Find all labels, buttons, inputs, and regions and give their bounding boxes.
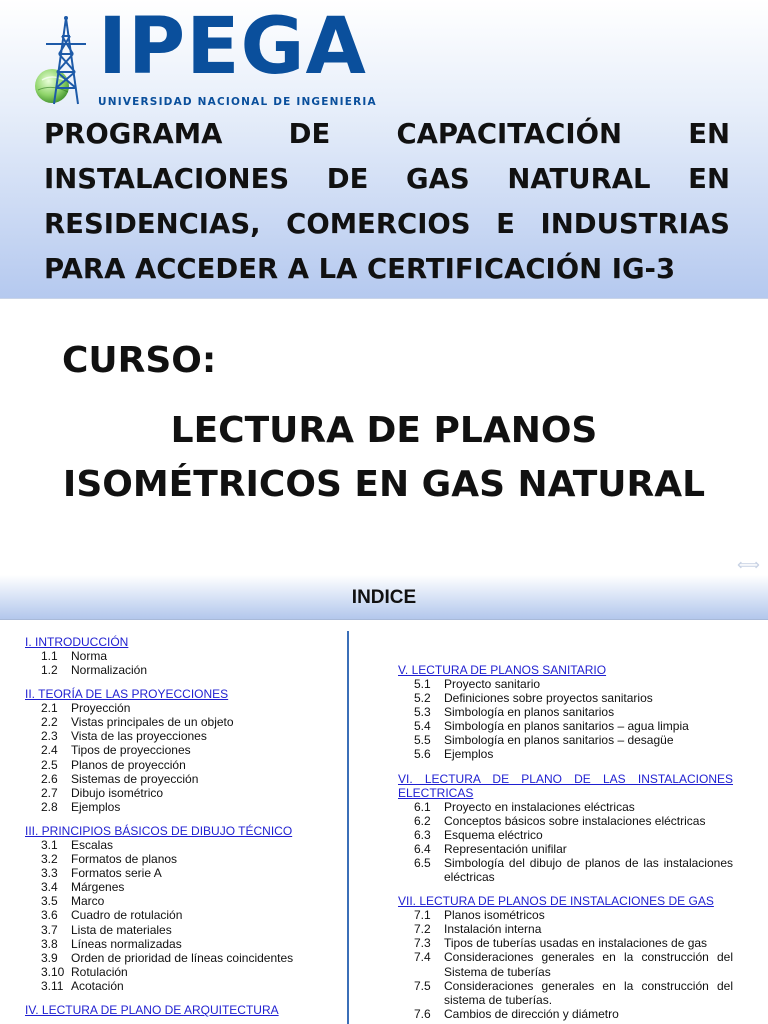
index-item-number: 2.2 <box>41 715 58 730</box>
index-item <box>25 937 335 951</box>
index-item-number: 5.6 <box>414 747 431 762</box>
index-right-column <box>398 663 733 1024</box>
index-item <box>398 677 733 691</box>
index-item-text: Instalación interna <box>444 922 542 937</box>
index-item-number: 6.1 <box>414 799 431 814</box>
index-item-number: 5.2 <box>414 691 431 706</box>
index-item-text: Rotulación <box>71 964 128 979</box>
index-item-text: Consideraciones generales en la construcción del Sistema de tuberías <box>444 950 733 979</box>
index-item <box>25 800 335 814</box>
logo-subtitle: UNIVERSIDAD NACIONAL DE INGENIERIA <box>98 96 377 108</box>
index-item-number: 3.9 <box>41 950 58 965</box>
index-item-number: 3.3 <box>41 866 58 881</box>
index-item-text: Norma <box>71 649 108 663</box>
index-left-column <box>25 635 335 1024</box>
index-item <box>25 866 335 880</box>
index-section-link[interactable]: IV. LECTURA DE PLANO DE ARQUITECTURA <box>25 1002 279 1017</box>
index-item-number: 3.4 <box>41 880 58 895</box>
resize-arrows-icon[interactable]: ⟺ <box>737 557 760 574</box>
index-item-text: Cuadro de rotulación <box>71 908 183 923</box>
index-item-number: 7.6 <box>414 1006 431 1021</box>
index-item-text: Proyecto sanitario <box>444 677 541 691</box>
index-item <box>25 838 335 852</box>
index-item-number: 2.7 <box>41 785 58 800</box>
index-item <box>398 979 733 1007</box>
index-section <box>398 894 733 1021</box>
logo-wordmark: IPEGA <box>98 2 367 92</box>
index-item-text: Líneas normalizadas <box>71 936 182 951</box>
index-item-number: 6.3 <box>414 827 431 842</box>
index-item-text: Normalización <box>71 663 148 678</box>
index-item <box>398 950 733 978</box>
index-section <box>398 663 733 762</box>
index-item-number: 3.6 <box>41 908 58 923</box>
index-item <box>25 743 335 757</box>
index-item-text: Acotación <box>71 978 124 993</box>
index-section-link[interactable]: VI. LECTURA DE PLANO DE LAS INSTALACIONES ELECTRICAS <box>398 771 733 800</box>
index-item-text: Escalas <box>71 837 114 852</box>
index-item-text: Márgenes <box>71 880 125 895</box>
index-item-text: Ejemplos <box>444 747 494 762</box>
index-item-number: 7.1 <box>414 908 431 923</box>
index-item <box>25 923 335 937</box>
index-item-number: 5.3 <box>414 705 431 720</box>
course-label: CURSO: <box>62 340 217 381</box>
index-item-text: Simbología del dibujo de planos de las instalaciones eléctricas <box>444 855 733 885</box>
index-item-number: 7.5 <box>414 978 431 993</box>
index-item-text: Sistemas de proyección <box>71 771 199 786</box>
tower-globe-icon <box>32 14 100 110</box>
index-item <box>25 852 335 866</box>
index-item-number: 3.2 <box>41 852 58 867</box>
index-item-text: Vistas principales de un objeto <box>71 715 234 730</box>
index-section-link[interactable]: II. TEORÍA DE LAS PROYECCIONES <box>25 687 229 702</box>
index-item-number: 6.2 <box>414 813 431 828</box>
index-item <box>25 758 335 772</box>
index-item-number: 2.1 <box>41 701 58 716</box>
index-item-text: Marco <box>71 894 105 909</box>
index-item-text: Consideraciones generales en la construcción del sistema de tuberías. <box>444 978 733 1007</box>
program-title: PROGRAMA DE CAPACITACIÓN EN INSTALACIONES DE GAS NATURAL EN RESIDENCIAS, COMERCIOS E INDUSTRIAS PARA ACCEDER A LA CERTIFICACIÓN IG-3 <box>44 118 730 285</box>
index-item-text: Representación unifilar <box>444 841 567 856</box>
course-title <box>0 404 768 512</box>
index-item-text: Planos de proyección <box>71 757 186 772</box>
index-item <box>25 786 335 800</box>
index-item-number: 5.1 <box>414 677 431 691</box>
index-item-number: 2.3 <box>41 729 58 744</box>
index-item-text: Conceptos básicos sobre instalaciones eléctricas <box>444 813 706 828</box>
index-item-text: Dibujo isométrico <box>71 785 164 800</box>
index-section-link[interactable]: VII. LECTURA DE PLANOS DE INSTALACIONES DE GAS <box>398 894 714 909</box>
index-item <box>25 729 335 743</box>
index-item-text: Vista de las proyecciones <box>71 729 207 744</box>
index-item-number: 3.10 <box>41 964 65 979</box>
index-section-link[interactable]: V. LECTURA DE PLANOS SANITARIO <box>398 663 607 677</box>
index-item-text: Ejemplos <box>71 799 121 814</box>
index-section <box>25 824 335 993</box>
index-item-text: Esquema eléctrico <box>444 827 543 842</box>
index-item <box>398 828 733 842</box>
index-item-number: 3.8 <box>41 936 58 951</box>
index-item <box>25 772 335 786</box>
index-item-text: Formatos serie A <box>71 866 162 881</box>
index-item <box>398 842 733 856</box>
index-item-number: 5.4 <box>414 719 431 734</box>
index-section <box>25 1003 335 1017</box>
course-title-line-1: LECTURA DE PLANOS <box>170 410 598 451</box>
index-item <box>398 719 733 733</box>
index-item-number: 1.1 <box>41 649 58 663</box>
index-item <box>398 922 733 936</box>
index-item <box>25 965 335 979</box>
index-item-text: Simbología en planos sanitarios <box>444 705 615 720</box>
index-item <box>25 894 335 908</box>
index-item-number: 7.4 <box>414 950 431 965</box>
index-item-text: Lista de materiales <box>71 922 172 937</box>
index-item-number: 3.1 <box>41 837 58 852</box>
index-item-number: 2.4 <box>41 743 58 758</box>
course-title-line-2: ISOMÉTRICOS EN GAS NATURAL <box>62 464 706 505</box>
index-item <box>25 908 335 922</box>
index-item <box>25 880 335 894</box>
column-divider <box>347 631 349 1024</box>
index-item-number: 3.7 <box>41 922 58 937</box>
index-item-text: Proyecto en instalaciones eléctricas <box>444 799 635 814</box>
index-item-text: Tipos de proyecciones <box>71 743 191 758</box>
index-item <box>398 800 733 814</box>
index-item-text: Orden de prioridad de líneas coincidentes <box>71 950 294 965</box>
index-item-text: Cambios de dirección y diámetro <box>444 1006 619 1021</box>
index-item <box>25 715 335 729</box>
index-item <box>398 733 733 747</box>
index-section <box>398 772 733 885</box>
index-slide <box>0 575 768 1024</box>
index-item-number: 6.4 <box>414 841 431 856</box>
index-item <box>398 908 733 922</box>
index-item-text: Simbología en planos sanitarios – desagüe <box>444 733 674 748</box>
index-section-link[interactable]: III. PRINCIPIOS BÁSICOS DE DIBUJO TÉCNICO <box>25 823 293 838</box>
index-title: INDICE <box>351 587 417 608</box>
index-header-bar <box>0 575 768 620</box>
index-item-number: 3.5 <box>41 894 58 909</box>
index-item <box>398 814 733 828</box>
index-section-link[interactable]: I. INTRODUCCIÓN <box>25 635 129 649</box>
index-item-text: Planos isométricos <box>444 908 545 923</box>
index-item-text: Simbología en planos sanitarios – agua limpia <box>444 719 689 734</box>
index-item <box>398 936 733 950</box>
index-item <box>25 951 335 965</box>
index-item-number: 2.8 <box>41 799 58 814</box>
ipega-logo <box>32 2 377 114</box>
index-item-number: 5.5 <box>414 733 431 748</box>
index-section <box>25 635 335 677</box>
index-item-text: Tipos de tuberías usadas en instalaciones de gas <box>444 936 708 951</box>
index-item-text: Proyección <box>71 701 131 716</box>
index-item <box>398 1007 733 1021</box>
index-item-number: 2.5 <box>41 757 58 772</box>
index-item <box>25 979 335 993</box>
index-item <box>25 701 335 715</box>
index-item <box>25 649 335 663</box>
index-section <box>25 687 335 814</box>
index-item-number: 6.5 <box>414 855 431 870</box>
index-item-text: Formatos de planos <box>71 852 178 867</box>
index-item <box>398 747 733 761</box>
index-item-number: 7.3 <box>414 936 431 951</box>
slide-header <box>0 0 768 299</box>
index-item-number: 3.11 <box>41 978 64 993</box>
index-item-number: 2.6 <box>41 771 58 786</box>
index-item <box>398 856 733 884</box>
index-item-number: 1.2 <box>41 663 58 678</box>
index-item <box>398 705 733 719</box>
index-item <box>398 691 733 705</box>
index-item-number: 7.2 <box>414 922 431 937</box>
index-item <box>25 663 335 677</box>
index-item-text: Definiciones sobre proyectos sanitarios <box>444 691 653 706</box>
